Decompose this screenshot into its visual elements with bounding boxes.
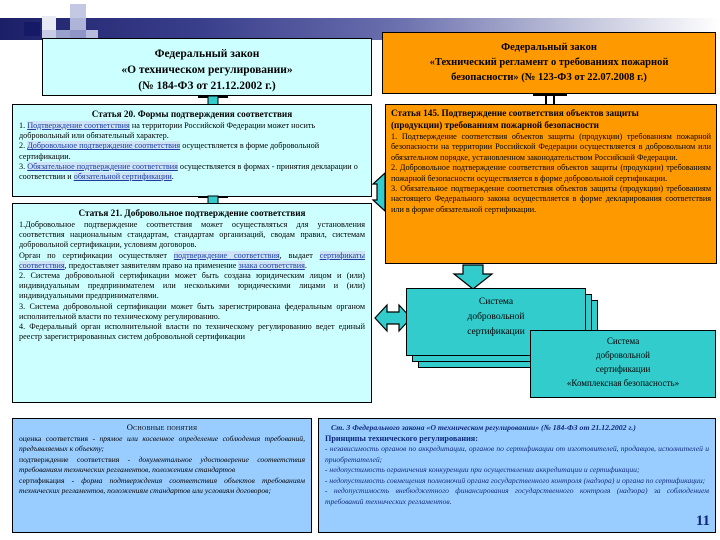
link-podtverzhdenie-sootvetstviya-2[interactable]: подтверждение соответствия [173,250,280,260]
decor-square [70,4,86,18]
article-21-p4: 3. Система добровольной сертификации может быть зарегистрирована федеральным органом исполнительной власти по техническому регулированию. [19,301,365,321]
article-145-p2: 2. Добровольное подтверждение соответствия объектов защиты (продукции) требованиям пожарной безопасности осуществляется в форме добровольной сертификации. [391,163,711,183]
system-box-2-line4: «Комплексная безопасность» [566,378,680,388]
law-123-line1: Федеральный закон [501,42,597,53]
article-20-p2 [19,141,365,161]
page-number: 11 [695,513,710,529]
principle-item-3: - недопустимость совмещения полномочий органа государственного контроля (надзора) и органа по сертификации; [325,475,706,485]
law-184-title [43,39,371,94]
basic-concepts-box [12,418,312,533]
principle-item-2: - недопустимость ограничения конкуренции при осуществлении аккредитации и сертификации; [325,465,640,475]
p2-num: 2. [19,141,28,151]
article-21-title: Статья 21. Добровольное подтверждение соответствия [78,208,306,218]
article-145-p3: 3. Обязательное подтверждение соответствия объектов защиты (продукции) требованиям настоящего Федерального закона осуществляется в форме декларирования соответствия или в форме обязательной сертификации. [391,184,711,214]
system-box-2-line1: Система [606,336,640,346]
article-145-title-line1: Статья 145. Подтверждение соответствия объектов защиты [391,108,639,118]
p3-end: . [171,172,174,182]
concept-2-def: - документальное удостоверение соответствия требованиям технических регламентов, положениям стандартов [19,454,305,475]
law-184-title-box [42,38,372,96]
article-21-p5: 4. Федеральный орган исполнительной власти по техническому регулированию ведет единый реестр зарегистрированных систем добровольной сертификации [19,322,365,342]
system-box-2-line3: сертификации [595,364,651,374]
p2-end: . [304,260,307,270]
principle-item-4: - недопустимость внебюджетного финансирования государственного контроля (надзора) за соблюдением требований технических регламентов. [325,486,709,506]
article-20-p1 [19,121,365,141]
decor-square [56,2,70,18]
concept-3-def: - форма подтверждения соответствия объектов требованиям технических регламентов, положениям стандартов или условиям договоров; [19,475,305,496]
p1-rest: на территории Российской Федерации может носить добровольный или обязательный характер. [19,121,316,141]
concept-item-2 [19,455,305,476]
article-20-box [12,104,372,197]
law-184-line2: «О техническом регулировании» [121,64,293,76]
p1-num: 1. [19,121,28,130]
principles-source: Ст. 3 Федерального закона «О техническом регулировании» (№ 184-ФЗ от 21.12.2002 г.) [331,423,636,432]
principle-item-1: - независимость органов по аккредитации, органов по сертификации от изготовителей, продавцов, исполнителей и приобретателей; [325,444,709,464]
concept-3-term: сертификация [19,475,65,485]
article-20-p3 [19,162,365,182]
system-box-1-line2: добровольной [467,312,525,322]
article-20-title: Статья 20. Формы подтверждения соответствия [91,109,293,119]
article-145-p1: 1. Подтверждение соответствия объектов защиты (продукции) требованиям пожарной безопасности на территории Российской Федерации осуществляется в добровольном или обязательном порядке, установленном законодательством Российской Федерации. [391,132,711,162]
p2-mid2: , предоставляет заявителям право на применение [64,260,239,270]
article-21-p3: 2. Система добровольной сертификации может быть создана юридическим лицом и (или) индивидуальным предпринимателем или несколькими юридическими лицами и (или) индивидуальными предпринимателями. [19,271,365,301]
article-145-title-line2: (продукции) требованиям пожарной безопасности [391,120,599,130]
system-box-2-text [531,331,715,390]
concept-2-term: подтверждение соответствия [19,454,120,464]
link-obyazatelnoe-podtverzhdenie[interactable]: Обязательное подтверждение соответствия [27,161,178,171]
p3-num: 3. [19,161,28,171]
p2-mid: , выдает [279,250,320,260]
decor-square [70,18,86,30]
system-box-1-line1: Система [478,297,514,307]
connector-arrow-down-art145 [452,264,494,290]
p2-pre: Орган по сертификации осуществляет [19,250,174,260]
law-184-line3: (№ 184-ФЗ от 21.12.2002 г.) [138,80,276,92]
law-123-title [383,33,715,85]
connector-arrow-left-art21 [372,172,386,212]
link-podtverzhdenie-sootvetstviya[interactable]: Подтверждение соответствия [27,121,130,130]
p3-mid: осуществляется в формах - принятия декларации о соответствии и [19,161,358,182]
principles-heading: Принципы технического регулирования: [325,434,478,443]
principles-list [325,444,709,508]
law-123-line3: безопасности» (№ 123-ФЗ от 22.07.2008 г.) [451,72,647,83]
law-123-line2: «Технический регламент о требованиях пожарной [429,57,669,68]
article-20-body [19,121,365,182]
system-box-2-line2: добровольной [596,350,650,360]
link-obyazatelnaya-sertifikaciya[interactable]: обязательной сертификации [73,172,172,182]
concept-item-1 [19,434,305,455]
basic-concepts-body [19,434,305,496]
decor-square [42,16,56,30]
article-21-p2 [19,251,365,271]
article-21-box [12,203,372,403]
link-sertifikaty-sootvetstviya[interactable]: сертификаты соответствия [19,250,365,270]
article-21-body [19,220,365,342]
p2-rest: осуществляется в форме добровольной сертификации. [19,141,320,161]
basic-concepts-heading: Основные понятия [126,422,198,432]
system-box-complex-safety [530,330,716,398]
principles-box [318,418,716,533]
article-21-p1: 1.Добровольное подтверждение соответствия может осуществляться для установления соответствия национальным стандартам, стандартам организаций, сводам правил, системам добровольной сертификации, условиям договоров. [19,220,365,250]
article-145-body [391,132,711,215]
decor-square-navy [24,22,40,36]
law-123-title-box [382,32,716,94]
concept-1-term: оценка соответствия [19,434,89,443]
concept-1-def: - прямое или косвенное определение соблюдения требований, предъявляемых к объекту; [19,434,305,454]
link-dobrovolnoe-podtverzhdenie[interactable]: Добровольное подтверждение соответствия [27,141,181,151]
article-145-box [385,104,717,264]
system-box-1-line3: сертификации [467,327,525,337]
concept-item-3 [19,476,305,497]
law-184-line1: Федеральный закон [154,48,260,60]
link-znak-sootvetstviya[interactable]: знака соответствия [238,260,305,270]
